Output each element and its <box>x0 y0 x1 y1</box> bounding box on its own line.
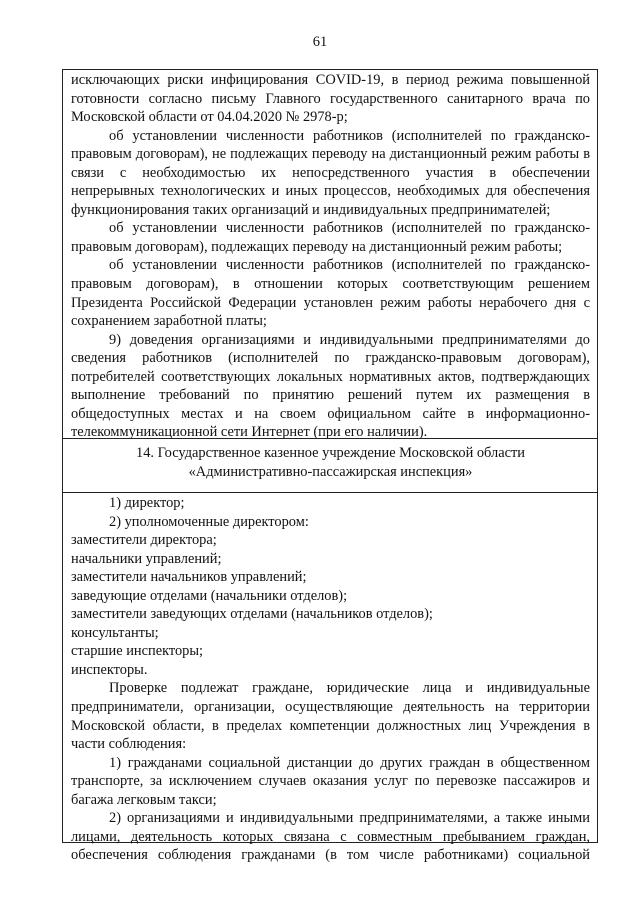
paragraph-inspection-scope: Проверке подлежат граждане, юридические лица и индивидуальные предприниматели, организации, осуществляющие деятельность на территории Московской области, в пределах компетенции должностных лиц Учреждения в части соблюдения: <box>71 680 590 753</box>
official-item: 2) уполномоченные директором: <box>109 513 309 530</box>
official-item: начальники управлений; <box>71 550 222 567</box>
official-item: заместители начальников управлений; <box>71 569 307 586</box>
paragraph-paid-leave-staff: об установлении численности работников (исполнителей по гражданско-правовым договорам), в отношении которых соответствующим решением Президента Российской Федерации установлен режим работы нерабочего дня с сохранением заработной платы; <box>71 257 590 330</box>
official-item: 1) директор; <box>109 495 185 511</box>
agency-title-cell <box>63 438 597 492</box>
official-item: инспекторы. <box>71 661 148 678</box>
officials-cell <box>63 492 597 864</box>
paragraph-item-9: 9) доведения организациями и индивидуальными предпринимателями до сведения работников (исполнителей по гражданско-правовым договорам), потребителей соответствующих локальных нормативных актов, подтверждающих выполнение требований по принятию решений путем их размещения в общедоступных местах и на своем официальном сайте в информационно-телекоммуникационной сети Интернет (при его наличии). <box>71 331 590 441</box>
restrictions-cell <box>63 70 597 441</box>
official-item: заведующие отделами (начальники отделов); <box>71 587 348 604</box>
official-item: консультанты; <box>71 624 159 641</box>
page-number: 61 <box>312 34 328 50</box>
official-item: заместители директора; <box>71 532 217 549</box>
paragraph-social-distance-transport: 1) гражданами социальной дистанции до других граждан в общественном транспорте, за исключением случаев оказания услуг по перевозке пассажиров и багажа легковым такси; <box>71 754 590 808</box>
agency-title-line-2: «Административно-пассажирская инспекция» <box>188 463 473 480</box>
agency-title-line-1: 14. Государственное казенное учреждение Московской области <box>136 445 525 461</box>
paragraph-covid-continuation: исключающих риски инфицирования COVID-19, в период режима повышенной готовности согласно письму Главного государственного санитарного врача по Московской области от 04.04.2020 № 2978-р; <box>71 72 590 126</box>
paragraph-not-remote-staff: об установлении численности работников (исполнителей по гражданско-правовым договорам), не подлежащих переводу на дистанционный режим работы в связи с необходимостью их непосредственного участия в обеспечении непрерывных технологических и иных процессов, необходимых для обеспечения функционирования таких организаций и индивидуальных предпринимателей; <box>71 127 590 218</box>
official-item: заместители заведующих отделами (начальников отделов); <box>71 606 433 623</box>
official-item: старшие инспекторы; <box>71 643 204 660</box>
document-table <box>62 69 598 864</box>
paragraph-organizations-compliance: 2) организациями и индивидуальными предпринимателями, а также иными лицами, деятельность которых связана с совместным пребыванием граждан, обеспечения соблюдения гражданами (в том числе работниками) социальной <box>71 810 590 864</box>
paragraph-remote-staff: об установлении численности работников (исполнителей по гражданско-правовым договорам), подлежащих переводу на дистанционный режим работы; <box>71 220 590 255</box>
